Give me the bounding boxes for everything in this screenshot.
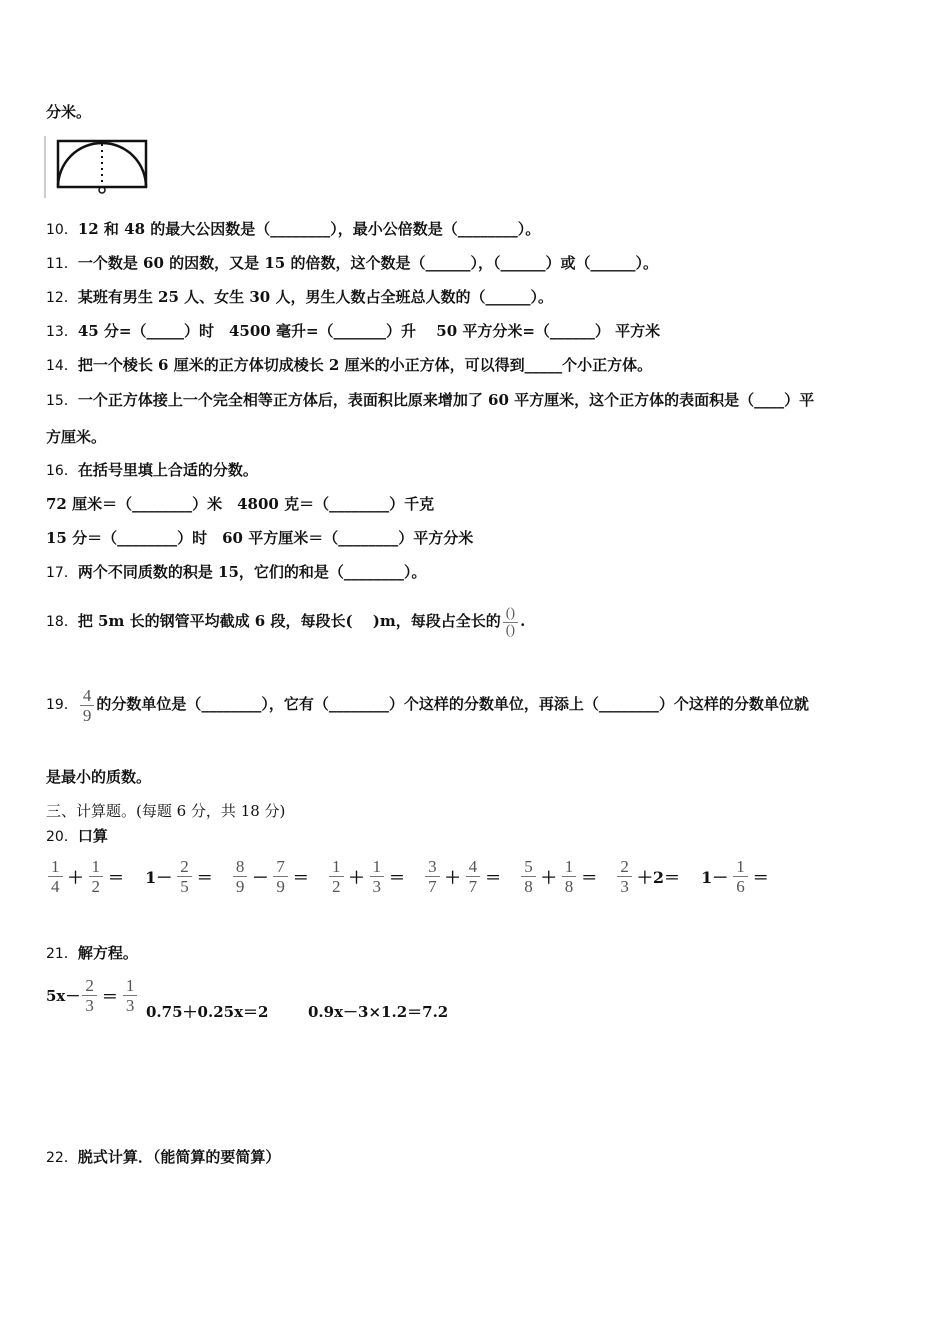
question-17: 17．两个不同质数的积是 15，它们的和是（________）。 [46,563,427,581]
mental-item: $\frac{8}{9}$ － $\frac{7}{9}$ ＝ [231,857,312,896]
mental-item: $\frac{1}{2}$ ＋ $\frac{1}{3}$ ＝ [327,857,408,896]
question-13: 13．45 分=（_____）时 4500 毫升=（_______）升 50 平方分米=（______） 平方米 [46,322,661,340]
equation-1: 5x－ $\frac{2}{3}$ ＝ $\frac{1}{3}$ [46,976,139,1015]
mental-item: 1－ $\frac{2}{5}$ ＝ [145,857,213,896]
mental-arithmetic-row [46,857,782,896]
question-12: 12．某班有男生 25 人、女生 30 人，男生人数占全班总人数的（______）。 [46,288,553,306]
mental-item: $\frac{3}{7}$ ＋ $\frac{4}{7}$ ＝ [423,857,504,896]
equation-3: 0.9x－3×1.2＝7.2 [308,1003,449,1021]
question-16: 16．在括号里填上合适的分数。 [46,461,258,479]
fraction-4-9: $\frac{4}{9}$ [80,686,95,725]
question-21: 21．解方程。 [46,944,138,962]
question-11: 11．一个数是 60 的因数，又是 15 的倍数，这个数是（______），（______）或（______）。 [46,254,658,272]
question-16-b: 15 分＝（________）时 60 平方厘米＝（________）平方分米 [46,529,474,547]
question-20: 20．口算 [46,827,108,845]
question-15-cont: 方厘米。 [46,428,107,446]
question-10: 10．12 和 48 的最大公因数是（________），最小公倍数是（________）。 [46,220,541,238]
question-14: 14．把一个棱长 6 厘米的正方体切成棱长 2 厘米的小正方体，可以得到_____个小正方体。 [46,356,653,374]
mental-item: $\frac{1}{4}$ ＋ $\frac{1}{2}$ ＝ [46,857,127,896]
line-fenmi: 分米。 [46,103,92,121]
question-16-a: 72 厘米＝（________）米 4800 克＝（________）千克 [46,495,435,513]
question-15: 15．一个正方体接上一个完全相等正方体后，表面积比原来增加了 60 平方厘米，这个正方体的表面积是（____）平 [46,391,815,409]
question-22: 22．脱式计算．（能简算的要简算） [46,1148,281,1166]
mental-item: $\frac{5}{8}$ ＋ $\frac{1}{8}$ ＝ [519,857,600,896]
question-18: 18．把 5m 长的钢管平均截成 6 段，每段长( )m，每段占全长的 $\frac{()}{()}$ . [46,605,526,638]
question-19: 19． $\frac{4}{9}$ 的分数单位是（________），它有（________）个这样的分数单位，再添上（________）个这样的分数单位就 [46,685,809,725]
question-19-cont: 是最小的质数。 [46,768,152,786]
section-3-heading: 三、计算题。(每题 6 分，共 18 分) [46,802,286,820]
fraction-blank: $\frac{()}{()}$ [503,606,518,639]
semicircle-figure [44,136,150,198]
mental-item: $\frac{2}{3}$ ＋2＝ [615,857,683,896]
mental-item: 1－ $\frac{1}{6}$ ＝ [701,857,769,896]
equation-2: 0.75＋0.25x＝2 [146,1003,269,1021]
